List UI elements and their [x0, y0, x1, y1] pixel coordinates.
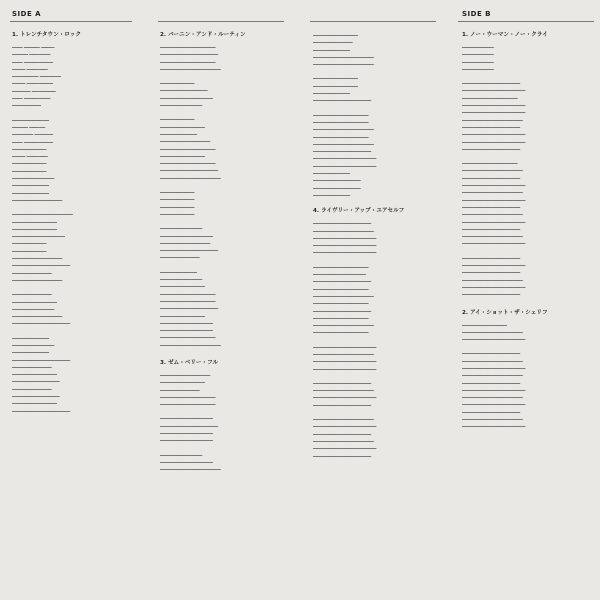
song-title: 1. トレンチタウン・ロック [12, 32, 81, 38]
column-3-rule [310, 21, 436, 22]
song-title: 2. アイ・ショット・ザ・シェリフ [462, 309, 548, 316]
song-title: 1. ノー・ウーマン・ノー・クライ [462, 32, 548, 38]
lyrics-column-3: ━━━━━━━━━━━━━━━━━ ━━━━━━━━━━━━━━━ ━━━━━━━━━━━━━━ ━━━━━━━━━━━━━━━━━━━━━━━ ━━━━━━━━━━━━━━━━━━━━━━━ ━━━━━━━━━━━━━━━━━ ━━━━━━━━━━━━━━━━━ ━━━━━━━━━━━━━━ ━━━━━━━━━━━━━━━━━━━━━━ ━━━━━━━━━━━━━━━━━━━━━ ━━━━━━━━━━━━━━━━━━━━━ ━━━━━━━━━━━━━━━━━━━━━━━ ━━━━━━━━━━━━━━━━━━━━━ ━━━━━━━━━━━━━━━━━━━━━━━ ━━━━━━━━━━━━━━━━━━━━━━ ━━━━━━━━━━━━━━━━━━━━━━━━ ━━━━━━━━━━━━━━━━━━━━━━━━ ━━━━━━━━━━━━━━ ━━━━━━━━━━━━━━━━━━ ━━━━━━━━━━━━━━━━━━ ━━━━━━━━━━━━━━ 4. ライヴリー・アップ・ユアセルフ ━━━━━━━━━━━━━━━━━━━━━━ ━━━━━━━━━━━━━━━━━━━━━━━ ━━━━━━━━━━━━━━━━━━━━━━━━ ━━━━━━━━━━━━━━━━━━━━━━━━ ━━━━━━━━━━━━━━━━━━━━━━━━ ━━━━━━━━━━━━━━━━━━━━━ ━━━━━━━━━━━━━━━━━━━━ ━━━━━━━━━━━━━━━━━━━━━━ ━━━━━━━━━━━━━━━━━━━━━ ━━━━━━━━━━━━━━━━━━━━━━━ ━━━━━━━━━━━━━━━━━━━━━ ━━━━━━━━━━━━━━━━━━━━━━ ━━━━━━━━━━━━━━━━━━━━━ ━━━━━━━━━━━━━━━━━━━━━━━ ━━━━━━━━━━━━━━━━━━━━━ ━━━━━━━━━━━━━━━━━━━━━━━━ ━━━━━━━━━━━━━━━━━━━━━━━ ━━━━━━━━━━━━━━━━━━━━━━━━ ━━━━━━━━━━━━━━━━━━━━━━━━ ━━━━━━━━━━━━━━━━━━━━━━ ━━━━━━━━━━━━━━━━━━━━━━━ ━━━━━━━━━━━━━━━━━━━━━━━━ ━━━━━━━━━━━━━━━━━━━━━━ ━━━━━━━━━━━━━━━━━━━━━━━ ━━━━━━━━━━━━━━━━━━━━━━━━ ━━━━━━━━━━━━━━━━━━━━━━ ━━━━━━━━━━━━━━━━━━━━━━━ ━━━━━━━━━━━━━━━━━━━━━━━━ ━━━━━━━━━━━━━━━━━━━━━━ [313, 28, 443, 461]
side-a-rule [10, 21, 132, 22]
side-a-label: SIDE A [12, 10, 42, 18]
lyrics-column-1: 1. トレンチタウン・ロック ━━━━ ━━━━━━ ━━━━━ ━━━━━━ ━━━━━━━━ ━━━━ ━━━━━━━━━━━ ━━━━━ ━━━━━━━━ ━━━━━━━━━━ ━━━━━━━━ ━━━━━ ━━━━━━━━━━ ━━━━━━━ ━━━━━━━━━ ━━━━ ━━━━━━━━━━ ━━━━━━━━━━━ ━━━━━━━━━━━━━━ ━━━━━━ ━━━━━━ ━━━━━━━━ ━━━━━━━ ━━━━ ━━━━━━━━━━━ ━━━━━━━━━━━━━ ━━━━━ ━━━━━━━━ ━━━━━━━━━━━━━ ━━━━━━━━━━━━━ ━━━━━━━━━━━━━━━━ ━━━━━━━━━━━━━━ ━━━━━━━━━━━━━━ ━━━━━━━━━━━━━━━━━━━ ━━━━━━━━━━━━━━━━━━━━━━━ ━━━━━━━━━━━━━━━━━ ━━━━━━━━━━━━━━━━━ ━━━━━━━━━━━━━━━━━━━━ ━━━━━━━━━━━━━ ━━━━━━━━━━━━━ ━━━━━━━━━━━━━━━━━━━ ━━━━━━━━━━━━━━━━━━━━━━ ━━━━━━━━━━━━━━━ ━━━━━━━━━━━━━━━━━━━ ━━━━━━━━━━━━━━━ ━━━━━━━━━━━━━━━━━ ━━━━━━━━━━━━━━━━ ━━━━━━━━━━━━━━━━━━━ ━━━━━━━━━━━━━━━━━━━━━━ ━━━━━━━━━━━━━━ ━━━━━━━━━━━━━━━━ ━━━━━━━━━━━━━━ ━━━━━━━━━━━━━━━━━━━━━━ ━━━━━━━━━━━━━━━ ━━━━━━━━━━━━━━━━━ ━━━━━━━━━━━━━━━━━━ ━━━━━━━━━━━━━━━ ━━━━━━━━━━━━━━━━━━ ━━━━━━━━━━━━━━━━━ ━━━━━━━━━━━━━━━━━━━━━━ [12, 28, 142, 416]
lyrics-column-2: 2. バーニン・アンド・ルーティン ━━━━━━━━━━━━━━━━━━━━━ ━━━━━━━━━━━━━━━━━━━━━━ ━━━━━━━━━━━━━━━━━━━━━ ━━━━━━━━━━━━━━━━━━━━━━━ ━━━━━━━━━━━━━ ━━━━━━━━━━━━━━━━━━ ━━━━━━━━━━━━━━━━━━━━ ━━━━━━━━━━━━━━━━ ━━━━━━━━━━━━━ ━━━━━━━━━━━━━━━━━ ━━━━━━━━━━━━━━ ━━━━━━━━━━━━━━━━━━━ ━━━━━━━━━━━━━━━━━━━━━ ━━━━━━━━━━━━━━━━━ ━━━━━━━━━━━━━━━━━━━━━ ━━━━━━━━━━━━━━━━━━━━━━ ━━━━━━━━━━━━━━━━━━━━━━━ ━━━━━━━━━━━━━ ━━━━━━━━━━━━━ ━━━━━━━━━━━━━ ━━━━━━━━━━━━━ ━━━━━━━━━━━━━━━━ ━━━━━━━━━━━━━━━━━━━━ ━━━━━━━━━━━━━━━━━━━ ━━━━━━━━━━━━━━━━━━━━━━ ━━━━━━━━━━━━━━━ ━━━━━━━━━━━━━━ ━━━━━━━━━━━━━━━━ ━━━━━━━━━━━━━━━━━ ━━━━━━━━━━━━━━━━━━━━━ ━━━━━━━━━━━━━━━━━━━━━ ━━━━━━━━━━━━━━━━━━━━━━ ━━━━━━━━━━━━━━━━━ ━━━━━━━━━━━━━━━━━━━━ ━━━━━━━━━━━━━━━━━━━━ ━━━━━━━━━━━━━━━━━━━━━ ━━━━━━━━━━━━━━━━━━━━━━━ 3. ゼム・ベリー・フル ━━━━━━━━━━━━━━━━━━━ ━━━━━━━━━━━━━━━━━ ━━━━━━━━━━━━━━━ ━━━━━━━━━━━━━━━━━━━━━ ━━━━━━━━━━━━━━━━━━━━━ ━━━━━━━━━━━━━━━━━━━━ ━━━━━━━━━━━━━━━━━━━━━━ ━━━━━━━━━━━━━━━━━━━━ ━━━━━━━━━━━━━━━━━━━━ ━━━━━━━━━━━━━━━━ ━━━━━━━━━━━━━━━━━━━━ ━━━━━━━━━━━━━━━━━━━━━━━ [160, 28, 290, 475]
song-title: 3. ゼム・ベリー・フル [160, 359, 219, 366]
song-title: 4. ライヴリー・アップ・ユアセルフ [313, 208, 405, 215]
song-title: 2. バーニン・アンド・ルーティン [160, 32, 246, 38]
column-2-rule [158, 21, 284, 22]
side-b-rule [458, 21, 594, 22]
side-b-label: SIDE B [462, 10, 492, 18]
lyrics-column-4: 1. ノー・ウーマン・ノー・クライ ━━━━━━━━━━━━ ━━━━━━━━━━━━ ━━━━━━━━━━━━ ━━━━━━━━━━━━ ━━━━━━━━━━━━━━━━━━━━━━ ━━━━━━━━━━━━━━━━━━━━━━━━ ━━━━━━━━━━━━━━━━━━━━━ ━━━━━━━━━━━━━━━━━━━━━━━━ ━━━━━━━━━━━━━━━━━━━━━━━━ ━━━━━━━━━━━━━━━━━━━━━━━ ━━━━━━━━━━━━━━━━━━━━━━ ━━━━━━━━━━━━━━━━━━━━━━━━ ━━━━━━━━━━━━━━━━━━━━━━━━ ━━━━━━━━━━━━━━━━━━━━━━ ━━━━━━━━━━━━━━━━━━━━━ ━━━━━━━━━━━━━━━━━━━━━━━ ━━━━━━━━━━━━━━━━━━━━━━ ━━━━━━━━━━━━━━━━━━━━━━━━ ━━━━━━━━━━━━━━━━━━━━━━━ ━━━━━━━━━━━━━━━━━━━━━━━━ ━━━━━━━━━━━━━━━━━━━━━━ ━━━━━━━━━━━━━━━━━━━━━━━ ━━━━━━━━━━━━━━━━━━━━━━━━ ━━━━━━━━━━━━━━━━━━━━━━ ━━━━━━━━━━━━━━━━━━━━━━━ ━━━━━━━━━━━━━━━━━━━━━━━━ ━━━━━━━━━━━━━━━━━━━━━━ ━━━━━━━━━━━━━━━━━━━━━━━━ ━━━━━━━━━━━━━━━━━━━━━━ ━━━━━━━━━━━━━━━━━━━━━━━ ━━━━━━━━━━━━━━━━━━━━━━━━ ━━━━━━━━━━━━━━━━━━━━━━ 2. アイ・ショット・ザ・シェリフ ━━━━━━━━━━━━━━━━━ ━━━━━━━━━━━━━━━━━━━━━━━ ━━━━━━━━━━━━━━━━━━━━━━━━ ━━━━━━━━━━━━━━━━━━━━━━ ━━━━━━━━━━━━━━━━━━━━━━━ ━━━━━━━━━━━━━━━━━━━━━━━━ ━━━━━━━━━━━━━━━━━━━━━━━ ━━━━━━━━━━━━━━━━━━━━━━ ━━━━━━━━━━━━━━━━━━━━━━━━ ━━━━━━━━━━━━━━━━━━━━━━━ ━━━━━━━━━━━━━━━━━━━━━━━━ ━━━━━━━━━━━━━━━━━━━━━━ ━━━━━━━━━━━━━━━━━━━━━━━ ━━━━━━━━━━━━━━━━━━━━━━━━ [462, 28, 592, 432]
